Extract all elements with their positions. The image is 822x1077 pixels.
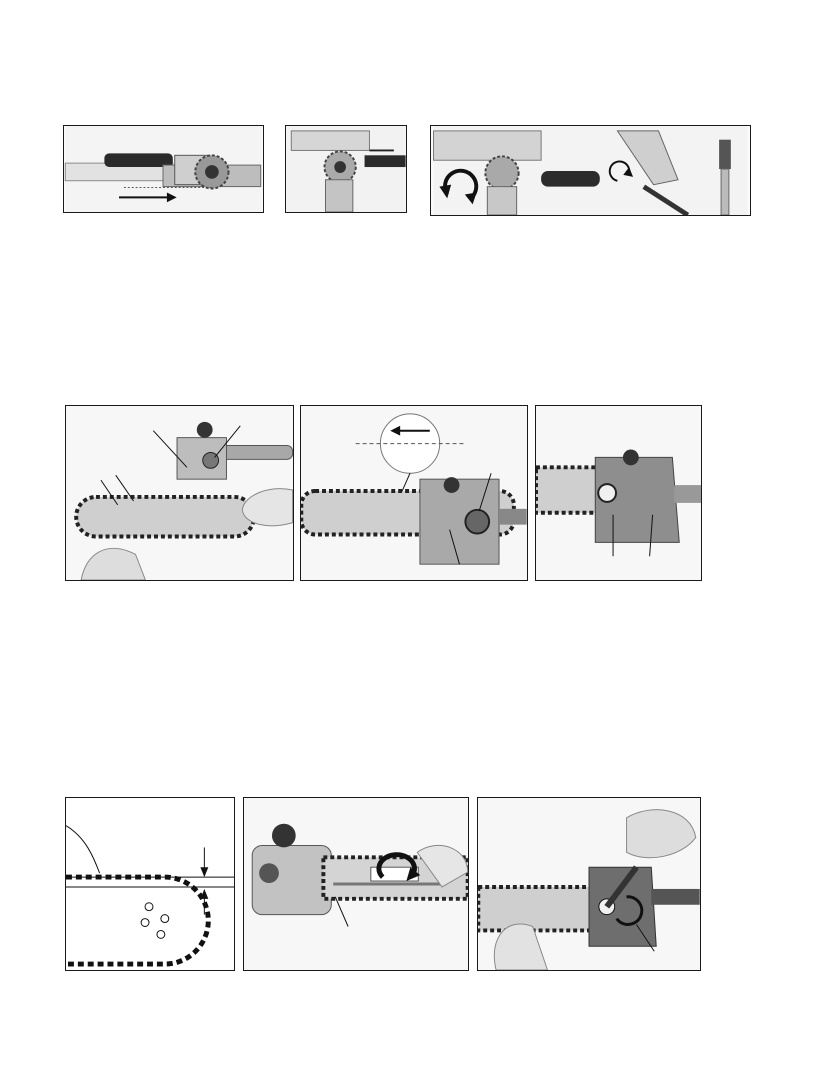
cover-installed-illustration: [536, 406, 701, 580]
fig-adjust-tension-screw: [243, 797, 469, 971]
gearhead-closeup-illustration: [286, 126, 406, 212]
slide-attachment-illustration: [64, 126, 263, 212]
adjust-tension-illustration: [244, 798, 468, 970]
fig-gearhead-closeup: [285, 125, 407, 213]
tighten-nut-illustration: [478, 798, 700, 970]
rotate-head-illustration: [431, 126, 750, 215]
chain-tension-diagram: [66, 798, 234, 970]
fig-chain-tension-diagram: [65, 797, 235, 971]
fig-slide-attachment: [63, 125, 264, 213]
fit-chain-illustration: [66, 406, 293, 580]
fig-cover-installed: [535, 405, 702, 581]
fig-chain-on-sprocket: [300, 405, 528, 581]
fig-rotate-head-angles: [430, 125, 751, 216]
chain-sprocket-illustration: [301, 406, 527, 580]
fig-tighten-bar-nut: [477, 797, 701, 971]
fig-fit-chain-on-bar: [65, 405, 294, 581]
